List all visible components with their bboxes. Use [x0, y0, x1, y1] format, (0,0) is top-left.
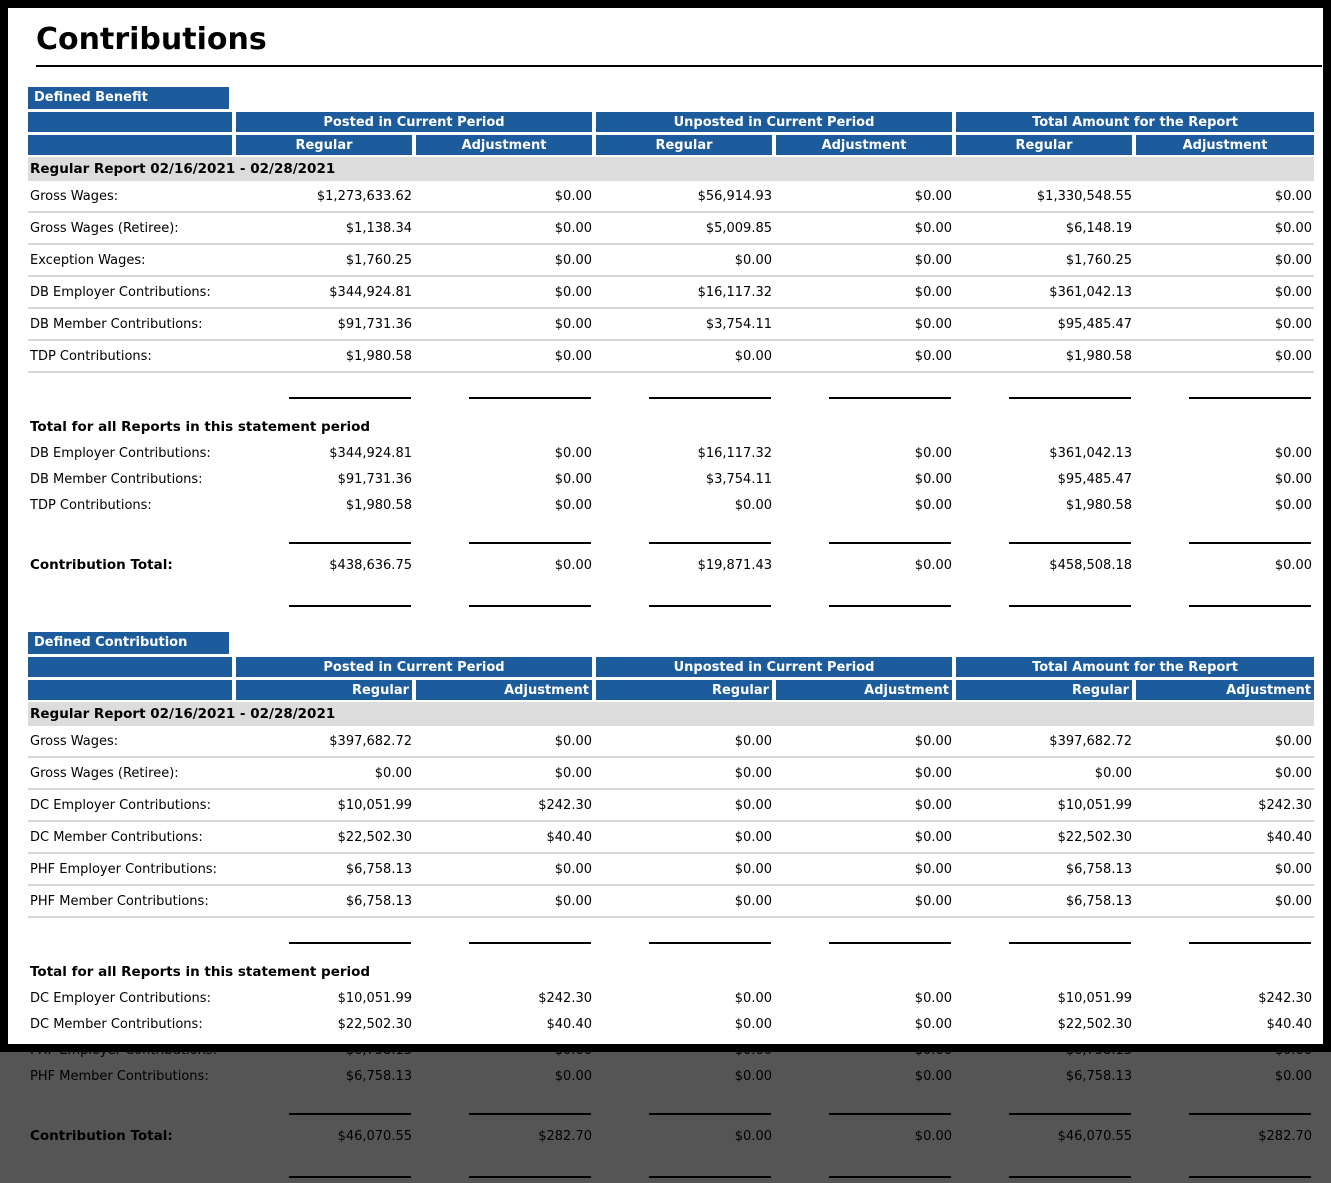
amount-cell: $0.00: [554, 497, 592, 513]
rule-cell: [234, 1089, 414, 1120]
group-header-unposted: Unposted in Current Period: [594, 657, 954, 679]
amount-cell: $0.00: [1274, 557, 1313, 573]
row-label: DB Member Contributions:: [30, 471, 203, 487]
rule-cell: [234, 581, 414, 612]
rule-cell: [954, 581, 1134, 612]
amount-cell: $0.00: [1134, 244, 1314, 276]
rule-cell: [954, 1152, 1134, 1183]
row-label: DC Employer Contributions:: [28, 789, 234, 821]
contribution-total-label: Contribution Total:: [30, 1128, 173, 1144]
rule-cell: [1134, 1089, 1314, 1120]
total-rule: [289, 1113, 411, 1115]
amount-cell: $0.00: [774, 212, 954, 244]
amount-cell: $0.00: [414, 181, 594, 212]
amount-cell: $22,502.30: [954, 821, 1134, 853]
totals-rule-row: [28, 1089, 1314, 1120]
amount-cell: $0.00: [914, 1042, 953, 1058]
total-rule: [649, 542, 771, 544]
subheader-total-adjustment: Adjustment: [1134, 679, 1314, 702]
report-content: [8, 8, 1323, 1183]
row-label: TDP Contributions:: [28, 340, 234, 372]
amount-cell: $0.00: [734, 990, 772, 1006]
amount-cell: $91,731.36: [234, 308, 414, 340]
group-header-row: [28, 112, 1314, 134]
row-label: DC Member Contributions:: [30, 1016, 203, 1032]
amount-cell: $3,754.11: [594, 308, 774, 340]
amount-cell: $16,117.32: [697, 445, 772, 461]
amount-cell: $0.00: [1274, 1042, 1313, 1058]
amount-cell: $6,758.13: [954, 885, 1134, 917]
amount-cell: $344,924.81: [329, 445, 412, 461]
total-rule: [289, 1176, 411, 1178]
table-row: [28, 1063, 1314, 1089]
amount-cell: $0.00: [594, 726, 774, 757]
amount-cell: $0.00: [554, 471, 592, 487]
rule-cell: [1134, 917, 1314, 949]
group-header-posted: Posted in Current Period: [234, 657, 594, 679]
amount-cell: $0.00: [914, 1016, 953, 1032]
amount-cell: $40.40: [1134, 821, 1314, 853]
total-rule: [1189, 1176, 1311, 1178]
table-row: [28, 466, 1314, 492]
amount-cell: $0.00: [734, 1016, 772, 1032]
rule-cell: [774, 1089, 954, 1120]
amount-cell: $40.40: [1266, 1016, 1313, 1032]
total-rule: [649, 1113, 771, 1115]
rule-spacer: [28, 518, 234, 549]
amount-cell: $0.00: [914, 990, 953, 1006]
amount-cell: $0.00: [1274, 471, 1313, 487]
amount-cell: $1,980.58: [954, 340, 1134, 372]
total-rule: [469, 1113, 591, 1115]
row-label: Gross Wages:: [28, 726, 234, 757]
amount-cell: $0.00: [1274, 445, 1313, 461]
amount-cell: $46,070.55: [337, 1128, 412, 1144]
amount-cell: $0.00: [774, 757, 954, 789]
rule-spacer: [28, 1152, 234, 1183]
subheader-posted-regular: Regular: [234, 134, 414, 157]
total-rule: [1189, 397, 1311, 399]
amount-cell: $6,758.13: [234, 885, 414, 917]
amount-cell: $0.00: [1134, 276, 1314, 308]
amount-cell: $3,754.11: [705, 471, 772, 487]
table-row: [28, 276, 1314, 308]
amount-cell: $242.30: [1258, 990, 1313, 1006]
amount-cell: $10,051.99: [954, 789, 1134, 821]
table-row: [28, 244, 1314, 276]
total-rule: [649, 397, 771, 399]
group-header-row: [28, 657, 1314, 679]
amount-cell: $0.00: [914, 497, 953, 513]
amount-cell: $0.00: [554, 445, 592, 461]
subheader-unposted-regular: Regular: [594, 679, 774, 702]
total-rule: [289, 942, 411, 944]
table-row: [28, 1037, 1314, 1063]
table-row: [28, 985, 1314, 1011]
amount-cell: $0.00: [914, 1128, 953, 1144]
amount-cell: $1,980.58: [345, 497, 412, 513]
report-band-label: Regular Report 02/16/2021 - 02/28/2021: [28, 156, 1314, 181]
group-header-total: Total Amount for the Report: [954, 657, 1314, 679]
amount-cell: $22,502.30: [234, 821, 414, 853]
amount-cell: $6,758.13: [345, 1068, 412, 1084]
subheader-unposted-regular: Regular: [594, 134, 774, 157]
totals-rule-row: [28, 581, 1314, 612]
section-tab-defined-benefit: Defined Benefit: [28, 87, 229, 109]
subheader-unposted-adjustment: Adjustment: [774, 679, 954, 702]
table-row: [28, 440, 1314, 466]
rule-cell: [414, 1152, 594, 1183]
rule-cell: [234, 917, 414, 949]
amount-cell: $0.00: [774, 853, 954, 885]
contribution-total-row: [28, 549, 1314, 581]
rule-cell: [774, 372, 954, 404]
amount-cell: $0.00: [774, 181, 954, 212]
totals-header-row: [28, 949, 1314, 985]
row-label: DB Employer Contributions:: [28, 276, 234, 308]
amount-cell: $242.30: [414, 789, 594, 821]
table-row: [28, 789, 1314, 821]
rule-cell: [594, 917, 774, 949]
amount-cell: $1,138.34: [234, 212, 414, 244]
total-rule: [1009, 542, 1131, 544]
total-rule: [1009, 942, 1131, 944]
amount-cell: $0.00: [414, 340, 594, 372]
amount-cell: $0.00: [1134, 726, 1314, 757]
amount-cell: $56,914.93: [594, 181, 774, 212]
amount-cell: $0.00: [774, 726, 954, 757]
amount-cell: $0.00: [734, 497, 772, 513]
row-label: PHF Member Contributions:: [30, 1068, 209, 1084]
rule-cell: [774, 581, 954, 612]
amount-cell: $0.00: [774, 276, 954, 308]
group-header-unposted: Unposted in Current Period: [594, 112, 954, 134]
defined-benefit-table: [28, 112, 1314, 612]
sub-header-row: [28, 134, 1314, 157]
report-band-row: [28, 156, 1314, 181]
total-rule: [469, 942, 591, 944]
subheader-total-regular: Regular: [954, 679, 1134, 702]
total-rule: [829, 542, 951, 544]
row-label: TDP Contributions:: [30, 497, 152, 513]
amount-cell: $6,758.13: [954, 853, 1134, 885]
rule-spacer: [28, 917, 234, 949]
amount-cell: $458,508.18: [1049, 557, 1133, 573]
amount-cell: $0.00: [734, 1042, 772, 1058]
amount-cell: $0.00: [554, 1042, 592, 1058]
row-label: Exception Wages:: [28, 244, 234, 276]
total-rule: [469, 605, 591, 607]
total-rule: [289, 397, 411, 399]
rule-cell: [1134, 1152, 1314, 1183]
row-label: DB Employer Contributions:: [30, 445, 211, 461]
group-header-posted: Posted in Current Period: [234, 112, 594, 134]
amount-cell: $0.00: [1274, 497, 1313, 513]
total-rule: [1189, 1113, 1311, 1115]
amount-cell: $0.00: [234, 757, 414, 789]
table-row: [28, 885, 1314, 917]
table-row: [28, 726, 1314, 757]
contribution-total-row: [28, 1120, 1314, 1152]
rule-cell: [954, 372, 1134, 404]
totals-rule-row: [28, 1152, 1314, 1183]
amount-cell: $0.00: [594, 821, 774, 853]
total-rule: [1189, 605, 1311, 607]
rule-cell: [594, 1089, 774, 1120]
amount-cell: $0.00: [594, 853, 774, 885]
total-rule: [829, 1176, 951, 1178]
amount-cell: $0.00: [774, 885, 954, 917]
row-label: DB Member Contributions:: [28, 308, 234, 340]
defined-contribution-table: [28, 657, 1314, 1183]
total-rule: [829, 1113, 951, 1115]
amount-cell: $0.00: [554, 557, 592, 573]
rule-cell: [414, 1089, 594, 1120]
amount-cell: $0.00: [914, 557, 953, 573]
amount-cell: $0.00: [414, 853, 594, 885]
amount-cell: $40.40: [546, 1016, 592, 1032]
amount-cell: $6,758.13: [1065, 1068, 1133, 1084]
amount-cell: $1,980.58: [234, 340, 414, 372]
amount-cell: $0.00: [914, 471, 953, 487]
amount-cell: $361,042.13: [954, 276, 1134, 308]
label-column-header: [28, 657, 234, 679]
amount-cell: $0.00: [1134, 340, 1314, 372]
subheader-total-adjustment: Adjustment: [1134, 134, 1314, 157]
amount-cell: $0.00: [414, 308, 594, 340]
total-rule: [829, 942, 951, 944]
amount-cell: $242.30: [538, 990, 592, 1006]
amount-cell: $1,760.25: [954, 244, 1134, 276]
rule-cell: [594, 1152, 774, 1183]
amount-cell: $1,760.25: [234, 244, 414, 276]
total-rule: [1189, 542, 1311, 544]
table-row: [28, 308, 1314, 340]
amount-cell: $6,148.19: [954, 212, 1134, 244]
amount-cell: $95,485.47: [1057, 471, 1133, 487]
row-label: PHF Employer Contributions:: [30, 1042, 217, 1058]
amount-cell: $282.70: [1258, 1128, 1313, 1144]
total-rule: [649, 942, 771, 944]
amount-cell: $0.00: [1134, 885, 1314, 917]
group-header-total: Total Amount for the Report: [954, 112, 1314, 134]
row-label: DC Member Contributions:: [28, 821, 234, 853]
amount-cell: $10,051.99: [234, 789, 414, 821]
contribution-total-label: Contribution Total:: [30, 557, 173, 573]
rule-cell: [954, 917, 1134, 949]
amount-cell: $0.00: [414, 276, 594, 308]
total-rule: [649, 1176, 771, 1178]
amount-cell: $6,758.13: [345, 1042, 412, 1058]
amount-cell: $0.00: [914, 1068, 953, 1084]
amount-cell: $0.00: [414, 885, 594, 917]
amount-cell: $0.00: [1274, 1068, 1313, 1084]
rule-cell: [954, 518, 1134, 549]
amount-cell: $22,502.30: [337, 1016, 412, 1032]
amount-cell: $40.40: [414, 821, 594, 853]
amount-cell: $438,636.75: [329, 557, 412, 573]
total-rule: [1009, 605, 1131, 607]
total-rule: [649, 605, 771, 607]
rule-cell: [954, 1089, 1134, 1120]
rule-cell: [1134, 372, 1314, 404]
rule-cell: [594, 518, 774, 549]
row-label: PHF Employer Contributions:: [28, 853, 234, 885]
row-label: Gross Wages:: [28, 181, 234, 212]
amount-cell: $0.00: [414, 757, 594, 789]
table-row: [28, 492, 1314, 518]
amount-cell: $282.70: [538, 1128, 592, 1144]
table-row: [28, 853, 1314, 885]
table-row: [28, 212, 1314, 244]
amount-cell: $0.00: [414, 212, 594, 244]
label-column-header: [28, 679, 234, 702]
totals-header: Total for all Reports in this statement period: [30, 419, 371, 435]
amount-cell: $0.00: [414, 244, 594, 276]
amount-cell: $6,758.13: [1065, 1042, 1133, 1058]
amount-cell: $0.00: [594, 757, 774, 789]
table-row: [28, 1011, 1314, 1037]
total-rule: [469, 1176, 591, 1178]
rule-cell: [774, 518, 954, 549]
total-rule: [829, 397, 951, 399]
total-rule: [1009, 397, 1131, 399]
amount-cell: $397,682.72: [954, 726, 1134, 757]
rule-spacer: [28, 372, 234, 404]
amount-cell: $0.00: [1134, 181, 1314, 212]
defined-benefit-section: [28, 87, 1314, 612]
subheader-posted-regular: Regular: [234, 679, 414, 702]
rule-cell: [774, 917, 954, 949]
amount-cell: $95,485.47: [954, 308, 1134, 340]
table-row: [28, 340, 1314, 372]
amount-cell: $16,117.32: [594, 276, 774, 308]
amount-cell: $0.00: [774, 821, 954, 853]
title-divider: [36, 65, 1322, 67]
report-band-row: [28, 701, 1314, 726]
amount-cell: $344,924.81: [234, 276, 414, 308]
rule-cell: [234, 518, 414, 549]
table-row: [28, 181, 1314, 212]
amount-cell: $0.00: [774, 789, 954, 821]
defined-contribution-section: [28, 632, 1314, 1183]
rule-cell: [594, 372, 774, 404]
rule-cell: [234, 1152, 414, 1183]
rule-cell: [234, 372, 414, 404]
amount-cell: $5,009.85: [594, 212, 774, 244]
sub-header-row: [28, 679, 1314, 702]
row-label: Gross Wages (Retiree):: [28, 212, 234, 244]
total-rule: [1189, 942, 1311, 944]
totals-rule-row: [28, 372, 1314, 404]
amount-cell: $0.00: [774, 340, 954, 372]
rule-cell: [1134, 518, 1314, 549]
amount-cell: $19,871.43: [697, 557, 772, 573]
label-column-header: [28, 134, 234, 157]
amount-cell: $361,042.13: [1049, 445, 1133, 461]
rule-spacer: [28, 1089, 234, 1120]
subheader-posted-adjustment: Adjustment: [414, 679, 594, 702]
total-rule: [1009, 1113, 1131, 1115]
total-rule: [289, 605, 411, 607]
amount-cell: $91,731.36: [337, 471, 412, 487]
total-rule: [289, 542, 411, 544]
amount-cell: $1,273,633.62: [234, 181, 414, 212]
label-column-header: [28, 112, 234, 134]
section-tab-defined-contribution: Defined Contribution: [28, 632, 229, 654]
amount-cell: $10,051.99: [337, 990, 412, 1006]
amount-cell: $0.00: [1134, 757, 1314, 789]
rule-cell: [414, 581, 594, 612]
amount-cell: $0.00: [1134, 853, 1314, 885]
amount-cell: $0.00: [594, 340, 774, 372]
rule-cell: [594, 581, 774, 612]
rule-cell: [414, 518, 594, 549]
subheader-unposted-adjustment: Adjustment: [774, 134, 954, 157]
amount-cell: $0.00: [594, 885, 774, 917]
amount-cell: $397,682.72: [234, 726, 414, 757]
amount-cell: $0.00: [414, 726, 594, 757]
amount-cell: $0.00: [1134, 308, 1314, 340]
total-rule: [829, 605, 951, 607]
rule-cell: [414, 917, 594, 949]
rule-cell: [414, 372, 594, 404]
amount-cell: $0.00: [774, 244, 954, 276]
amount-cell: $46,070.55: [1057, 1128, 1133, 1144]
amount-cell: $22,502.30: [1057, 1016, 1133, 1032]
table-row: [28, 757, 1314, 789]
page-title: Contributions: [36, 22, 267, 57]
row-label: PHF Member Contributions:: [28, 885, 234, 917]
report-band-label: Regular Report 02/16/2021 - 02/28/2021: [28, 701, 1314, 726]
total-rule: [469, 397, 591, 399]
amount-cell: $10,051.99: [1057, 990, 1133, 1006]
totals-rule-row: [28, 917, 1314, 949]
amount-cell: $0.00: [594, 789, 774, 821]
amount-cell: $0.00: [1134, 212, 1314, 244]
amount-cell: $0.00: [774, 308, 954, 340]
subheader-total-regular: Regular: [954, 134, 1134, 157]
totals-rule-row: [28, 518, 1314, 549]
row-label: Gross Wages (Retiree):: [28, 757, 234, 789]
amount-cell: $0.00: [734, 1068, 772, 1084]
amount-cell: $6,758.13: [234, 853, 414, 885]
amount-cell: $0.00: [914, 445, 953, 461]
amount-cell: $242.30: [1134, 789, 1314, 821]
totals-header: Total for all Reports in this statement period: [30, 964, 371, 980]
subheader-posted-adjustment: Adjustment: [414, 134, 594, 157]
amount-cell: $0.00: [734, 1128, 772, 1144]
table-row: [28, 821, 1314, 853]
amount-cell: $1,980.58: [1065, 497, 1133, 513]
amount-cell: $0.00: [594, 244, 774, 276]
rule-cell: [1134, 581, 1314, 612]
amount-cell: $0.00: [954, 757, 1134, 789]
rule-spacer: [28, 581, 234, 612]
rule-cell: [774, 1152, 954, 1183]
row-label: DC Employer Contributions:: [30, 990, 211, 1006]
amount-cell: $1,330,548.55: [954, 181, 1134, 212]
amount-cell: $0.00: [554, 1068, 592, 1084]
total-rule: [1009, 1176, 1131, 1178]
totals-header-row: [28, 404, 1314, 440]
total-rule: [469, 542, 591, 544]
